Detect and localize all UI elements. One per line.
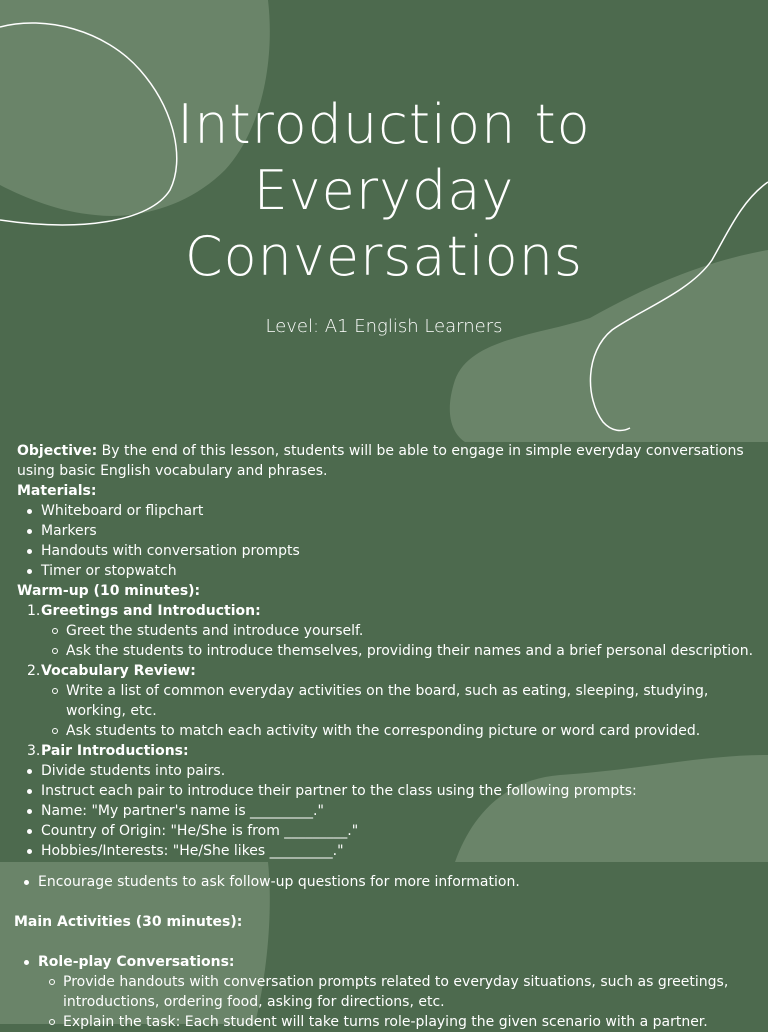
objective-label: Objective: xyxy=(17,443,98,459)
numbered-step xyxy=(17,741,757,761)
step-number: 1. xyxy=(27,603,41,619)
sub-item: Provide handouts with conversation prompts related to everyday situations, such as greetings, introductions, ordering food, asking for directions, etc. xyxy=(14,972,758,1012)
step-number: 3. xyxy=(27,743,41,759)
list-item xyxy=(14,952,758,972)
materials-heading: Materials: xyxy=(17,483,97,499)
numbered-step xyxy=(17,661,757,681)
roleplay-title: Role-play Conversations: xyxy=(38,954,235,970)
lesson-plan-page-1 xyxy=(17,441,757,861)
list-item: Handouts with conversation prompts xyxy=(17,541,757,561)
list-item: Encourage students to ask follow-up questions for more information. xyxy=(14,872,758,892)
step-title: Pair Introductions: xyxy=(41,743,189,759)
lesson-plan-page-2 xyxy=(14,872,758,1032)
title-line-2: Everyday xyxy=(253,159,515,222)
list-item: Timer or stopwatch xyxy=(17,561,757,581)
list-item: Whiteboard or flipchart xyxy=(17,501,757,521)
sub-item: Ask students to match each activity with the corresponding picture or word card provided. xyxy=(17,721,757,741)
title-line-3: Conversations xyxy=(184,225,584,288)
step-title: Greetings and Introduction: xyxy=(41,603,261,619)
objective-paragraph xyxy=(17,441,757,481)
list-item: Country of Origin: "He/She is from _________." xyxy=(17,821,757,841)
warmup-heading: Warm-up (10 minutes): xyxy=(17,583,201,599)
level-subtitle: Level: A1 English Learners xyxy=(265,316,503,337)
numbered-step xyxy=(17,601,757,621)
list-item: Hobbies/Interests: "He/She likes _________." xyxy=(17,841,757,861)
objective-text: By the end of this lesson, students will be able to engage in simple everyday conversations using basic English vocabulary and phrases. xyxy=(17,443,744,479)
list-item: Instruct each pair to introduce their partner to the class using the following prompts: xyxy=(17,781,757,801)
step-title: Vocabulary Review: xyxy=(41,663,196,679)
sub-item: Ask the students to introduce themselves, providing their names and a brief personal description. xyxy=(17,641,757,661)
list-item: Markers xyxy=(17,521,757,541)
sub-item: Explain the task: Each student will take turns role-playing the given scenario with a partner. xyxy=(14,1012,758,1032)
list-item: Divide students into pairs. xyxy=(17,761,757,781)
list-item: Name: "My partner's name is _________." xyxy=(17,801,757,821)
page-title xyxy=(0,92,768,290)
sub-item: Write a list of common everyday activities on the board, such as eating, sleeping, studying, working, etc. xyxy=(17,681,757,721)
sub-item: Greet the students and introduce yourself. xyxy=(17,621,757,641)
title-line-1: Introduction to xyxy=(177,93,591,156)
main-activities-heading: Main Activities (30 minutes): xyxy=(14,914,243,930)
step-number: 2. xyxy=(27,663,41,679)
